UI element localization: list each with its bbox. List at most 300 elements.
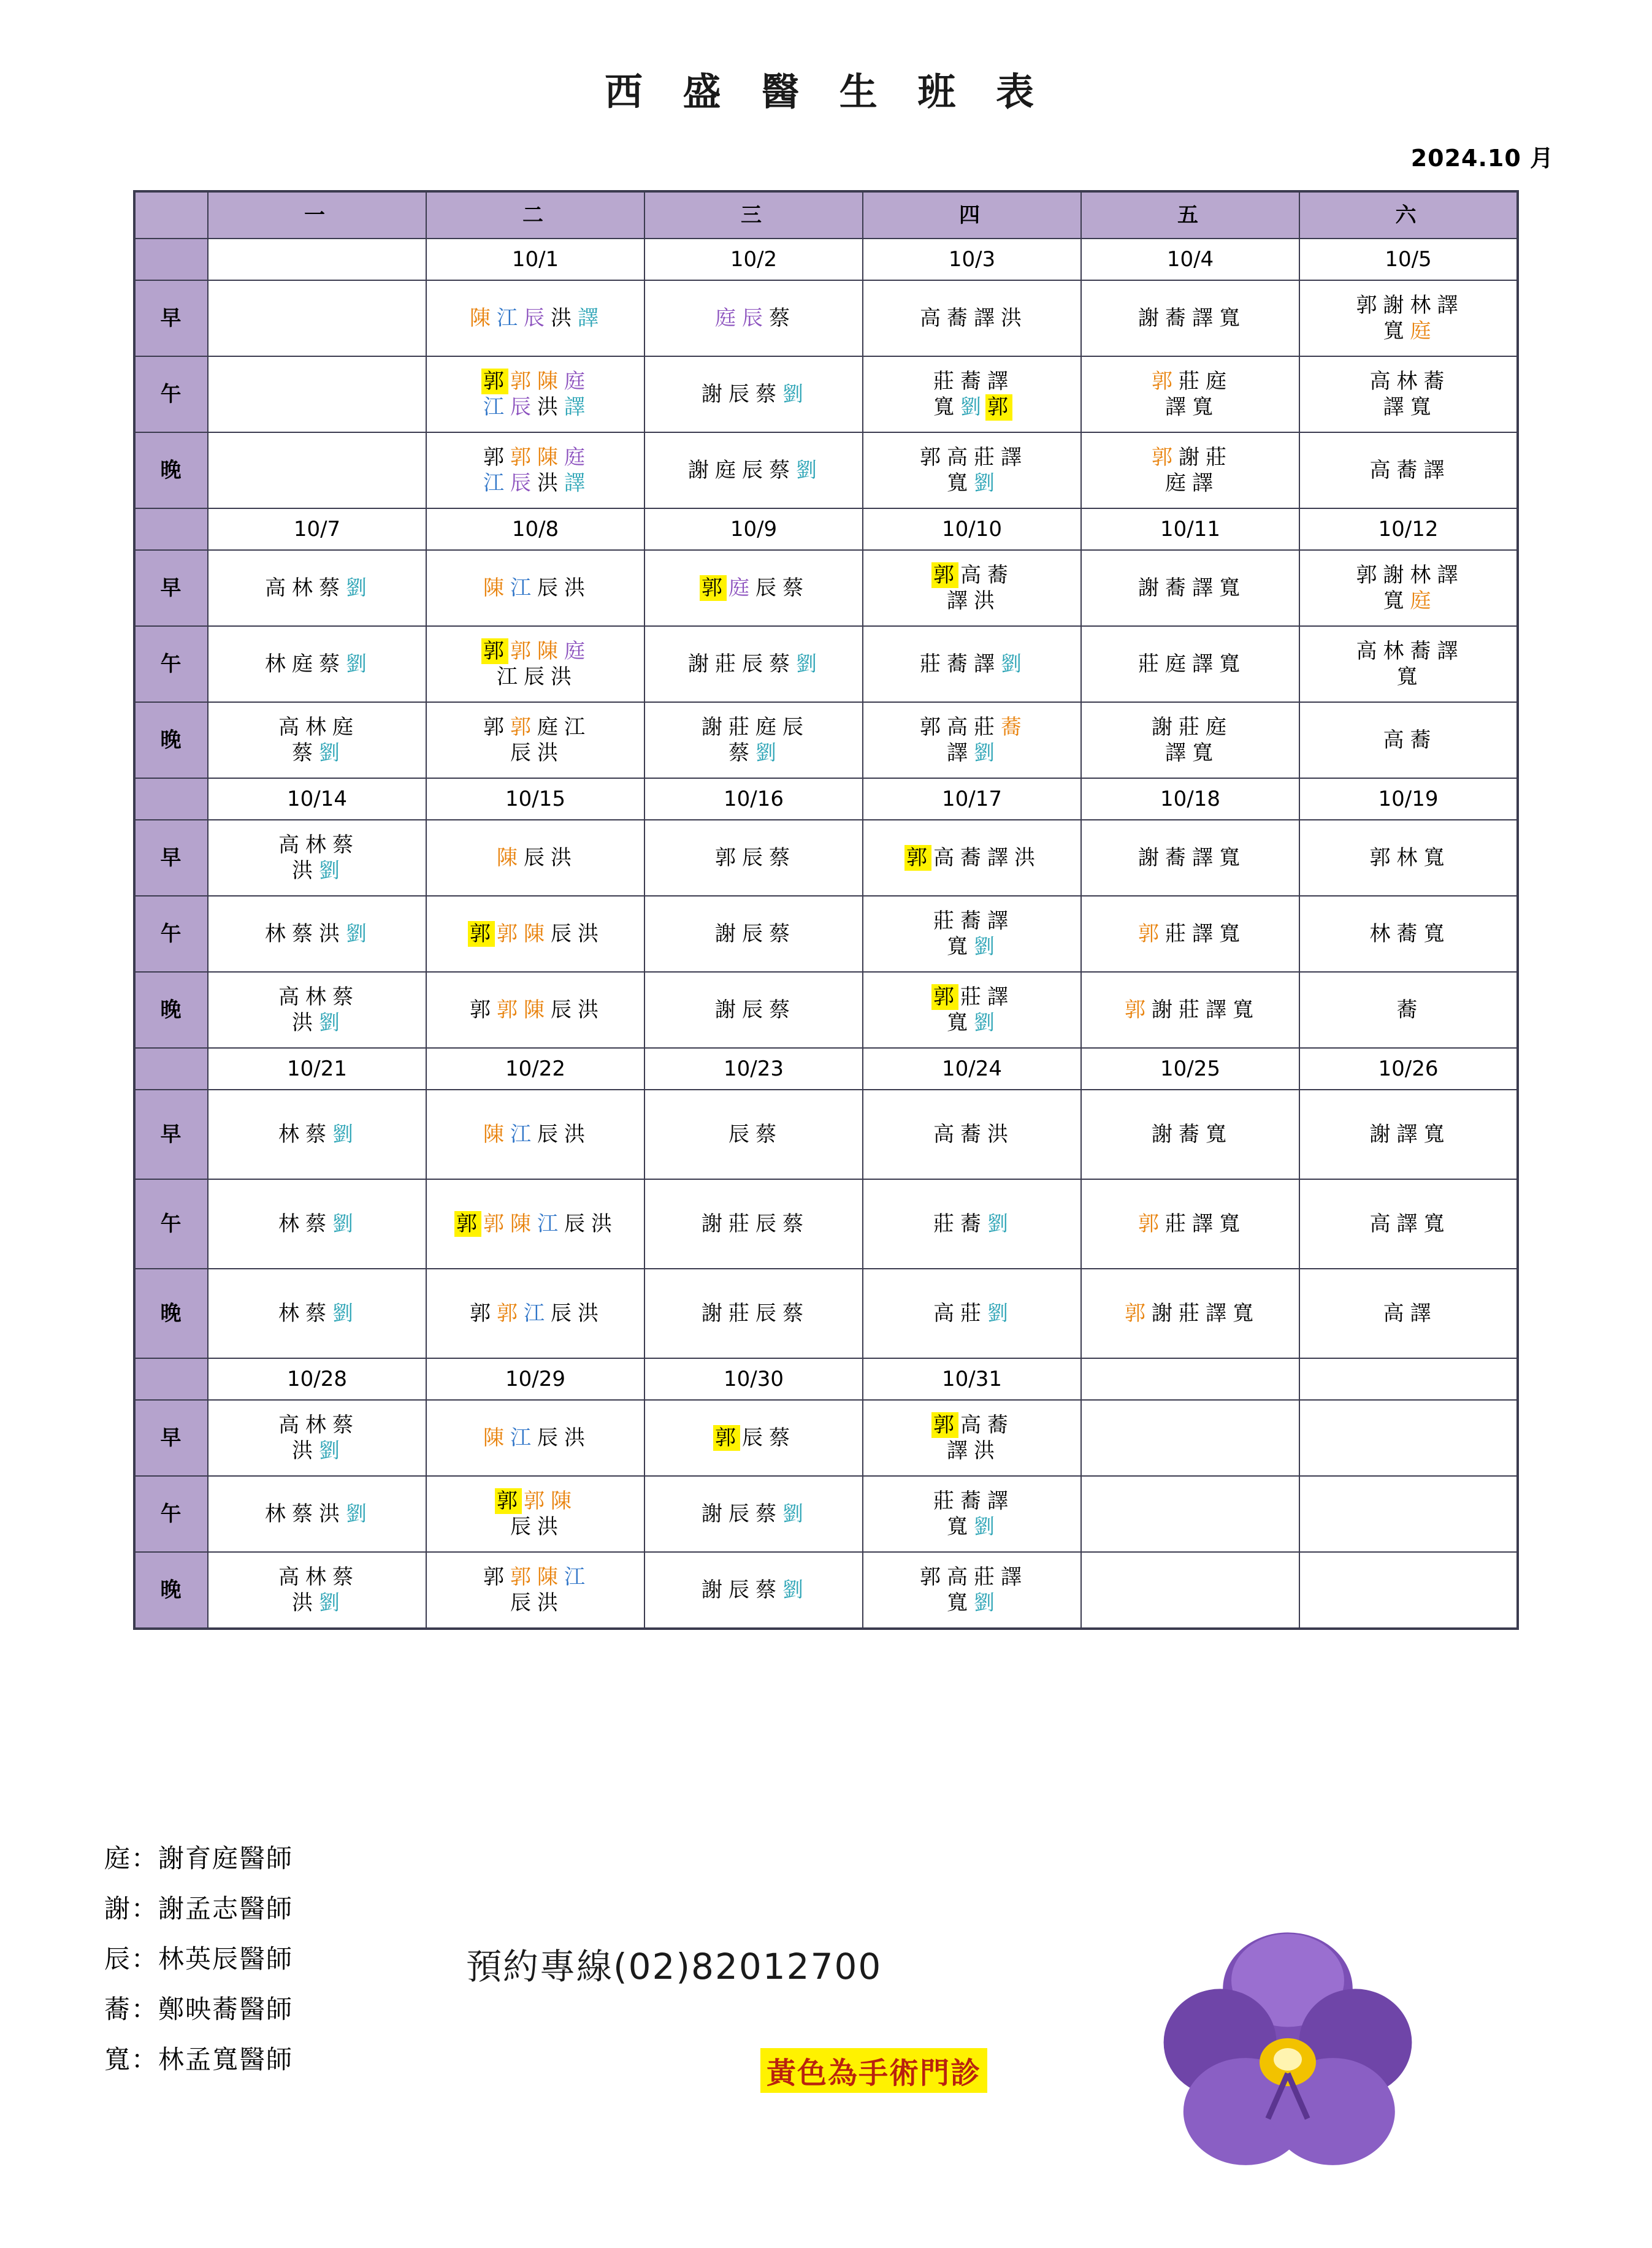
doctor-name: 寬	[1219, 845, 1242, 870]
shift-cell[interactable]	[863, 1269, 1081, 1358]
shift-cell[interactable]	[1299, 356, 1518, 432]
shift-cell-line	[1084, 921, 1296, 947]
shift-cell[interactable]	[1299, 626, 1518, 702]
shift-cell-line	[1084, 997, 1296, 1023]
doctor-name: 莊	[974, 1564, 997, 1589]
doctor-name: 辰	[742, 651, 765, 676]
doctor-name: 譯	[1396, 1122, 1420, 1147]
doctor-name: 蔡	[769, 305, 792, 331]
doctor-name: 洪	[551, 305, 574, 331]
doctor-name: 蔡	[769, 1425, 792, 1450]
doctor-name: 郭	[497, 1301, 520, 1326]
shift-cell-line	[866, 369, 1078, 395]
doctor-name: 郭	[920, 1564, 943, 1589]
doctor-name: 洪	[537, 395, 560, 419]
doctor-name: 蔡	[755, 1577, 779, 1602]
doctor-name: 劉	[796, 651, 819, 676]
doctor-name: 譯	[1192, 921, 1215, 946]
shift-label: 午	[134, 896, 208, 972]
doctor-name: 辰	[742, 1425, 765, 1450]
shift-cell[interactable]	[426, 1090, 644, 1179]
shift-cell[interactable]	[1081, 626, 1299, 702]
shift-cell-line	[429, 394, 641, 421]
doctor-name: 謝	[702, 1301, 725, 1326]
date-cell: 10/11	[1081, 508, 1299, 550]
shift-cell[interactable]	[1081, 1090, 1299, 1179]
doctor-name: 辰	[510, 1591, 533, 1615]
doctor-name: 譯	[1437, 292, 1461, 318]
doctor-name: 江	[483, 395, 507, 419]
shift-cell-line	[866, 1412, 1078, 1439]
shift-cell-line	[429, 305, 641, 332]
shift-cell[interactable]	[1081, 1476, 1299, 1552]
shift-cell[interactable]	[426, 896, 644, 972]
doctor-name: 蕎	[960, 369, 984, 394]
shift-cell[interactable]	[863, 1179, 1081, 1269]
doctor-name: 蕎	[947, 651, 970, 676]
doctor-name: 郭	[470, 1301, 493, 1326]
doctor-name: 謝	[1152, 997, 1175, 1022]
shift-cell[interactable]	[1081, 1179, 1299, 1269]
shift-cell-line	[1302, 1301, 1514, 1327]
doctor-name: 劉	[796, 457, 819, 483]
shift-cell[interactable]	[863, 280, 1081, 356]
shift-cell[interactable]	[208, 626, 426, 702]
doctor-name: 洪	[292, 1011, 315, 1035]
shift-cell[interactable]	[208, 896, 426, 972]
date-cell: 10/14	[208, 778, 426, 820]
doctor-name: 莊	[728, 714, 752, 740]
doctor-name: 譯	[1396, 1211, 1420, 1236]
date-cell: 10/24	[863, 1048, 1081, 1090]
shift-cell-line	[1302, 369, 1514, 395]
shift-cell[interactable]	[426, 820, 644, 896]
shift-cell-line	[429, 470, 641, 497]
shift-row	[134, 820, 1518, 896]
doctor-name: 洪	[987, 1122, 1011, 1147]
shift-cell[interactable]	[863, 1476, 1081, 1552]
doctor-name: 林	[278, 1122, 302, 1147]
shift-cell[interactable]	[426, 1269, 644, 1358]
shift-cell[interactable]	[208, 820, 426, 896]
date-row	[134, 239, 1518, 280]
doctor-name: 林	[265, 651, 288, 676]
doctor-name: 譯	[1437, 638, 1461, 663]
shift-cell-line	[1302, 921, 1514, 947]
doctor-name: 高	[1383, 1301, 1407, 1326]
shift-row	[134, 1476, 1518, 1552]
shift-cell[interactable]	[644, 1476, 863, 1552]
doctor-name: 寬	[1423, 921, 1447, 946]
doctor-name: 江	[564, 1564, 587, 1589]
doctor-name: 譯	[1383, 395, 1407, 419]
shift-cell[interactable]	[1081, 356, 1299, 432]
schedule-table	[133, 190, 1519, 1630]
shift-cell-line	[648, 1122, 860, 1148]
doctor-name: 蕎	[947, 305, 970, 331]
doctor-name: 蕎	[960, 1211, 984, 1236]
shift-row	[134, 1400, 1518, 1476]
shift-label: 早	[134, 1090, 208, 1179]
shift-cell[interactable]	[644, 356, 863, 432]
doctor-name: 辰	[728, 1577, 752, 1602]
shift-cell[interactable]	[644, 1400, 863, 1476]
doctor-name: 高	[1356, 638, 1380, 663]
surgery-clinic-note: 黃色為手術門診	[760, 2048, 987, 2093]
doctor-name: 高	[933, 1301, 957, 1326]
doctor-name: 郭	[920, 445, 943, 470]
shift-cell[interactable]	[1299, 1476, 1518, 1552]
shift-cell[interactable]	[1081, 896, 1299, 972]
doctor-name: 郭	[483, 1211, 507, 1236]
shift-label: 午	[134, 1179, 208, 1269]
shift-cell[interactable]	[1299, 550, 1518, 626]
shift-cell-line	[211, 651, 423, 678]
doctor-name: 謝	[715, 921, 738, 946]
doctor-name: 郭	[510, 638, 533, 663]
doctor-name: 蕎	[987, 562, 1011, 587]
doctor-name: 陳	[470, 305, 493, 331]
shift-cell[interactable]	[644, 550, 863, 626]
doctor-name: 劉	[332, 1211, 356, 1236]
doctor-name: 洪	[578, 1301, 601, 1326]
shift-cell-line	[1302, 727, 1514, 754]
doctor-name: 譯	[1206, 1301, 1229, 1326]
doctor-name: 劉	[974, 1011, 997, 1035]
shift-cell[interactable]	[1299, 896, 1518, 972]
doctor-name: 蔡	[292, 741, 315, 765]
shift-cell[interactable]	[1081, 550, 1299, 626]
doctor-name: 辰	[564, 1211, 587, 1236]
doctor-name: 謝	[702, 1211, 725, 1236]
shift-cell[interactable]	[644, 896, 863, 972]
shift-row	[134, 1179, 1518, 1269]
date-cell: 10/4	[1081, 239, 1299, 280]
shift-cell-line	[648, 457, 860, 484]
shift-cell[interactable]	[426, 356, 644, 432]
doctor-name: 寬	[1219, 575, 1242, 600]
shift-cell[interactable]	[208, 550, 426, 626]
date-cell: 10/1	[426, 239, 644, 280]
doctor-name: 蔡	[305, 1122, 329, 1147]
shift-cell[interactable]	[863, 896, 1081, 972]
doctor-name: 庭	[715, 305, 738, 331]
shift-label: 晚	[134, 1552, 208, 1629]
shift-cell[interactable]	[208, 972, 426, 1048]
doctor-name: 辰	[728, 1122, 752, 1147]
shift-cell-line	[648, 305, 860, 332]
shift-cell[interactable]	[426, 702, 644, 778]
shift-cell[interactable]	[863, 626, 1081, 702]
doctor-name: 郭	[1125, 1301, 1148, 1326]
shift-cell[interactable]	[1081, 280, 1299, 356]
shift-cell[interactable]	[208, 432, 426, 508]
shift-cell-line	[1084, 1301, 1296, 1327]
doctor-name: 蕎	[1396, 921, 1420, 946]
shift-cell[interactable]	[426, 1552, 644, 1629]
shift-cell[interactable]	[426, 550, 644, 626]
doctor-name: 蔡	[305, 1301, 329, 1326]
doctor-name: 譯	[1192, 471, 1215, 495]
shift-cell-line	[429, 1564, 641, 1591]
doctor-name: 譯	[1423, 457, 1447, 483]
shift-cell-line	[1302, 638, 1514, 665]
doctor-name: 劉	[319, 1011, 342, 1035]
shift-cell[interactable]	[208, 702, 426, 778]
doctor-name: 譯	[987, 908, 1011, 933]
shift-cell[interactable]	[426, 972, 644, 1048]
shift-cell[interactable]	[863, 820, 1081, 896]
date-cell: 10/3	[863, 239, 1081, 280]
date-cell: 10/23	[644, 1048, 863, 1090]
shift-label: 午	[134, 626, 208, 702]
doctor-name: 陳	[537, 445, 560, 470]
date-cell	[1081, 1358, 1299, 1400]
doctor-name: 林	[1410, 292, 1434, 318]
shift-cell[interactable]	[1299, 972, 1518, 1048]
doctor-name: 蔡	[755, 1501, 779, 1526]
shift-cell[interactable]	[1081, 1269, 1299, 1358]
doctor-name: 譯	[1192, 305, 1215, 331]
doctor-name: 譯	[1410, 1301, 1434, 1326]
date-cell: 10/26	[1299, 1048, 1518, 1090]
doctor-name: 譯	[578, 305, 601, 331]
shift-cell-line	[1084, 1211, 1296, 1237]
doctor-name: 陳	[483, 575, 507, 600]
doctor-name: 劉	[319, 1591, 342, 1615]
shift-cell[interactable]	[644, 432, 863, 508]
shift-cell[interactable]	[863, 972, 1081, 1048]
shift-cell[interactable]	[426, 1476, 644, 1552]
doctor-name: 洪	[319, 1501, 342, 1526]
shift-cell[interactable]	[863, 550, 1081, 626]
doctor-name: 劉	[332, 1122, 356, 1147]
shift-cell-line	[429, 575, 641, 602]
doctor-name: 劉	[346, 575, 369, 600]
doctor-name: 辰	[755, 1301, 779, 1326]
doctor-name: 劉	[960, 395, 984, 419]
doctor-name: 郭	[470, 997, 493, 1022]
shift-cell-line	[866, 470, 1078, 497]
shift-cell-line	[429, 1590, 641, 1616]
doctor-name: 譯	[1192, 651, 1215, 676]
shift-cell[interactable]	[1299, 1552, 1518, 1629]
shift-cell[interactable]	[1299, 1269, 1518, 1358]
doctor-name: 謝	[702, 714, 725, 740]
shift-cell-line	[211, 921, 423, 947]
doctor-name: 洪	[537, 1515, 560, 1539]
shift-row	[134, 432, 1518, 508]
date-cell: 10/19	[1299, 778, 1518, 820]
shift-cell-line	[429, 1122, 641, 1148]
shift-cell[interactable]	[644, 626, 863, 702]
date-row-corner	[134, 1048, 208, 1090]
date-cell: 10/28	[208, 1358, 426, 1400]
doctor-name: 郭	[931, 984, 958, 1011]
shift-cell[interactable]	[426, 1400, 644, 1476]
doctor-name: 寬	[1192, 395, 1215, 419]
doctor-name: 蔡	[755, 1122, 779, 1147]
shift-row	[134, 972, 1518, 1048]
shift-cell[interactable]	[863, 1552, 1081, 1629]
date-cell: 10/12	[1299, 508, 1518, 550]
doctor-name: 莊	[1179, 714, 1202, 740]
shift-cell[interactable]	[644, 280, 863, 356]
shift-cell[interactable]	[426, 432, 644, 508]
doctor-name: 劉	[1001, 651, 1024, 676]
doctor-name: 高	[1369, 369, 1393, 394]
shift-cell-line	[211, 714, 423, 741]
doctor-name: 庭	[564, 445, 587, 470]
shift-cell[interactable]	[1081, 820, 1299, 896]
shift-cell-line	[429, 1211, 641, 1237]
doctor-name: 洪	[537, 1591, 560, 1615]
doctor-name: 寬	[1423, 1122, 1447, 1147]
doctor-name: 寬	[1192, 741, 1215, 765]
shift-cell-line	[866, 394, 1078, 421]
shift-cell[interactable]	[863, 1400, 1081, 1476]
shift-cell[interactable]	[208, 1476, 426, 1552]
shift-cell[interactable]	[1299, 280, 1518, 356]
shift-cell[interactable]	[644, 1269, 863, 1358]
shift-cell[interactable]	[1081, 1400, 1299, 1476]
shift-cell[interactable]	[644, 1090, 863, 1179]
doctor-name: 謝	[1138, 845, 1161, 870]
shift-cell[interactable]	[644, 702, 863, 778]
date-cell: 10/5	[1299, 239, 1518, 280]
doctor-name: 蔡	[769, 651, 792, 676]
shift-cell[interactable]	[208, 1179, 426, 1269]
doctor-name: 庭	[1165, 651, 1188, 676]
shift-cell[interactable]	[644, 1552, 863, 1629]
shift-cell[interactable]	[208, 280, 426, 356]
shift-cell[interactable]	[1299, 1179, 1518, 1269]
shift-cell[interactable]	[426, 1179, 644, 1269]
shift-cell[interactable]	[644, 820, 863, 896]
doctor-name: 譯	[987, 845, 1011, 870]
shift-label: 早	[134, 1400, 208, 1476]
shift-cell[interactable]	[863, 1090, 1081, 1179]
shift-label: 早	[134, 280, 208, 356]
doctor-name: 劉	[782, 1501, 806, 1526]
doctor-name: 劉	[782, 381, 806, 407]
doctor-name: 林	[1396, 845, 1420, 870]
shift-cell[interactable]	[644, 972, 863, 1048]
doctor-name: 洪	[551, 845, 574, 870]
doctor-name: 江	[537, 1211, 560, 1236]
shift-cell[interactable]	[208, 1090, 426, 1179]
shift-cell-line	[429, 1488, 641, 1515]
doctor-name: 譯	[947, 741, 970, 765]
shift-cell-line	[648, 997, 860, 1023]
weekday-header-row	[134, 191, 1518, 239]
doctor-name: 郭	[510, 714, 533, 740]
doctor-name: 莊	[933, 1488, 957, 1513]
doctor-name: 寬	[1206, 1122, 1229, 1147]
doctor-name: 郭	[931, 562, 958, 589]
doctor-name: 林	[1396, 369, 1420, 394]
doctor-name: 莊	[1179, 369, 1202, 394]
shift-cell-line	[866, 1488, 1078, 1515]
date-cell: 10/9	[644, 508, 863, 550]
doctor-name: 莊	[1206, 445, 1229, 470]
doctor-name: 郭	[1356, 562, 1380, 587]
shift-cell[interactable]	[644, 1179, 863, 1269]
shift-cell[interactable]	[208, 1269, 426, 1358]
doctor-name: 蔡	[769, 457, 792, 483]
header-mon: 一	[208, 191, 426, 239]
shift-cell[interactable]	[1299, 432, 1518, 508]
doctor-name: 謝	[702, 1577, 725, 1602]
shift-cell[interactable]	[208, 1552, 426, 1629]
doctor-name: 庭	[728, 575, 752, 600]
doctor-name: 蕎	[1396, 457, 1420, 483]
shift-cell-line	[1302, 664, 1514, 690]
doctor-name: 郭	[985, 394, 1012, 421]
doctor-name: 高	[278, 1412, 302, 1437]
shift-cell[interactable]	[863, 432, 1081, 508]
shift-cell-line	[866, 714, 1078, 741]
doctor-name: 陳	[497, 845, 520, 870]
shift-cell[interactable]	[863, 356, 1081, 432]
doctor-name: 莊	[960, 1301, 984, 1326]
shift-cell[interactable]	[1081, 972, 1299, 1048]
doctor-name: 辰	[742, 457, 765, 483]
shift-label: 早	[134, 820, 208, 896]
shift-cell-line	[1302, 1211, 1514, 1237]
shift-label: 早	[134, 550, 208, 626]
shift-cell[interactable]	[1081, 432, 1299, 508]
shift-cell-line	[866, 1590, 1078, 1616]
date-cell: 10/15	[426, 778, 644, 820]
doctor-name: 林	[278, 1211, 302, 1236]
doctor-name: 劉	[319, 858, 342, 883]
doctor-name: 郭	[524, 1488, 547, 1513]
doctor-name: 庭	[1206, 369, 1229, 394]
doctor-name: 郭	[497, 921, 520, 946]
shift-cell[interactable]	[1081, 702, 1299, 778]
shift-cell[interactable]	[426, 626, 644, 702]
doctor-name: 蔡	[332, 1564, 356, 1589]
doctor-name: 高	[278, 832, 302, 857]
shift-cell[interactable]	[1299, 1090, 1518, 1179]
shift-cell[interactable]	[863, 702, 1081, 778]
shift-cell-line	[866, 651, 1078, 678]
doctor-name: 陳	[524, 997, 547, 1022]
shift-cell[interactable]	[208, 1400, 426, 1476]
page-title: 西 盛 醫 生 班 表	[605, 69, 1047, 114]
doctor-name: 譯	[947, 589, 970, 613]
doctor-name: 洪	[564, 1122, 587, 1147]
shift-cell-line	[648, 575, 860, 602]
legend-text: 謝：謝孟志醫師	[104, 1893, 294, 1924]
doctor-name: 謝	[1179, 445, 1202, 470]
shift-cell[interactable]	[1299, 820, 1518, 896]
shift-cell[interactable]	[1299, 702, 1518, 778]
shift-cell[interactable]	[1081, 1552, 1299, 1629]
doctor-name: 辰	[742, 921, 765, 946]
shift-cell[interactable]	[208, 356, 426, 432]
shift-cell[interactable]	[426, 280, 644, 356]
doctor-name: 莊	[933, 1211, 957, 1236]
date-row-corner	[134, 239, 208, 280]
shift-row	[134, 550, 1518, 626]
shift-cell-line	[211, 1010, 423, 1036]
doctor-name: 譯	[974, 305, 997, 331]
doctor-name: 辰	[551, 921, 574, 946]
shift-cell[interactable]	[1299, 1400, 1518, 1476]
shift-row	[134, 356, 1518, 432]
